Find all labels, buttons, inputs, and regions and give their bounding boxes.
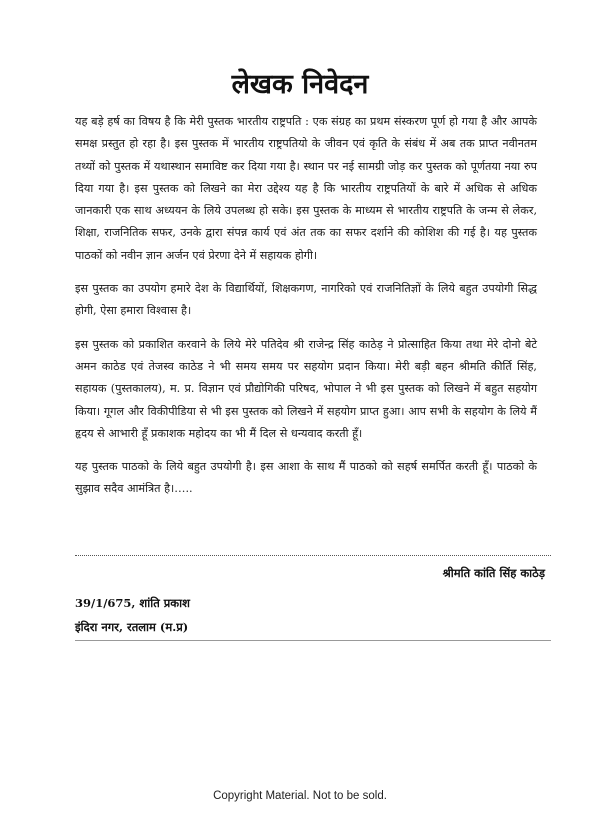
author-signature: श्रीमति कांति सिंह काठेड़ [442,566,545,580]
address-line-1: 39/1/675, शांति प्रकाश [75,596,190,610]
paragraph-1: यह बड़े हर्ष का विषय है कि मेरी पुस्तक भारतीय राष्ट्रपति : एक संग्रह का प्रथम संस्करण पूर्ण हो गया है और आपके समक्ष प्रस्तुत हो रहा है। इस पुस्तक में भारतीय राष्ट्रपतियो के जीवन एवं कृति के संबंध में अब तक प्राप्त नवीनतम तथ्यों को पुस्तक में यथास्थान समाविष्ट कर दिया गया है। स्थान पर नई सामग्री जोड़ कर पुस्तक को पूर्णतया नया रुप दिया गया है। इस पुस्तक को लिखने का मेरा उद्देश्य यह है कि भारतीय राष्ट्रपतियों के बारे में अधिक से अधिक जानकारी एक साथ अध्ययन के लिये उपलब्ध हो सके। इस पुस्तक के माध्यम से भारतीय राष्ट्रपति के जन्म से लेकर, शिक्षा, राजनितिक सफर, उनके द्वारा संपन्न कार्य एवं अंत तक का सफर दर्शाने की कोशिश की गई है। यह पुस्तक पाठकों को नवीन ज्ञान अर्जन एवं प्रेरणा देने में सहायक होगी। [75,115,537,262]
copyright-footer: Copyright Material. Not to be sold. [213,790,387,802]
paragraph-2: इस पुस्तक का उपयोग हमारे देश के विद्यार्थियों, शिक्षकगण, नागरिको एवं राजनितिज्ञों के लिये बहुत उपयोगी सिद्ध होगी, ऐसा हमारा विश्वास है। [75,282,537,318]
preface-body [75,111,537,512]
dotted-divider [75,555,551,556]
paragraph-4: यह पुस्तक पाठको के लिये बहुत उपयोगी है। इस आशा के साथ मैं पाठको को सहर्ष समर्पित करती हूँ। पाठको के सुझाव सदैव आमंत्रित है।….. [75,460,537,496]
address-line-2: इंदिरा नगर, रतलाम (म.प्र) [75,620,189,634]
page-title: लेखक निवेदन [231,69,369,100]
paragraph-3: इस पुस्तक को प्रकाशित करवाने के लिये मेरे पतिदेव श्री राजेन्द्र सिंह काठेड़ ने प्रोत्साहित किया तथा मेरे दोनो बेटे अमन काठेड एवं तेजस्व काठेड ने भी समय समय पर सहयोग प्रदान किया। मेरी बड़ी बहन श्रीमति कीर्ति सिंह, सहायक (पुस्तकालय), म. प्र. विज्ञान एवं प्रौद्योगिकी परिषद, भोपाल ने भी इस पुस्तक को लिखने में बहुत सहयोग किया। गूगल और विकीपीडिया से भी इस पुस्तक को लिखने में सहयोग प्राप्त हुआ। आप सभी के सहयोग के लिये मैं हृदय से आभारी हूँ प्रकाशक महोदय का भी मैं दिल से धन्यवाद करती हूँ। [75,337,537,440]
solid-divider [75,640,551,641]
